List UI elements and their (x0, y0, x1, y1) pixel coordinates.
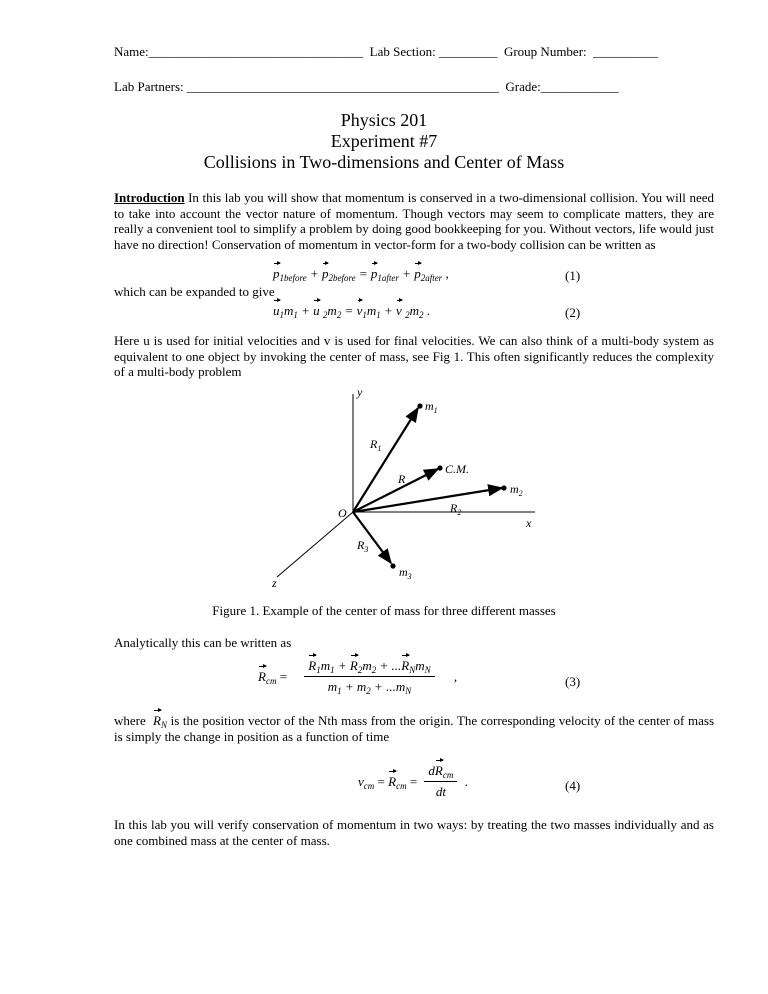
m1-dot (417, 403, 422, 408)
r-label: R (398, 472, 406, 486)
center-of-mass-figure (260, 384, 550, 594)
origin-label: O (338, 506, 347, 520)
partners-line: Lab Partners: ________________________________________________ Grade:____________ (114, 79, 619, 94)
where-paragraph: where $R_N$ is the position vector of the Nth mass from the origin. The corresponding velocity of the center of mass is simply the change in position as a function of time (114, 713, 715, 744)
analytic-text: Analytically this can be written as (114, 635, 292, 650)
equation-2-number: (2) (565, 305, 581, 320)
r1-label: $R_1$ (370, 437, 382, 453)
equation-3: $R_{cm}$ = $\frac{R_1m_1 + R_2m_2 + ...R_Nm_N}{m_1 + m_2 + ...m_N}$ , (258, 658, 458, 696)
equation-3-number: (3) (565, 674, 581, 689)
m2-label: $m_2$ (510, 482, 523, 498)
y-label: y (357, 385, 363, 399)
z-axis (277, 512, 353, 577)
equation-4-number: (4) (565, 778, 581, 793)
here-paragraph: Here u is used for initial velocities and v is used for final velocities. We can also think of a multi-body system as equivalent to one object by invoking the center of mass, see Fig 1. This often significantly reduces the complexity of a multi-body problem (114, 333, 714, 379)
equation-2: $u_1m_1 + u$ $_2m_2 = v_1m_1 + v$ $_2m_2$ . (273, 303, 430, 320)
intro-text: In this lab you will show that momentum is conserved in a two-dimensional collision. You will need to take into account the vector nature of momentum. Though vectors may seem to complicate matters, they are really a convenient tool to simplify a problem by doing good bookkeeping for you. Without vectors, life would just have no direction! Conservation of momentum in vector-form for a two-body collision can be written as (114, 190, 714, 252)
cm-dot (437, 465, 442, 470)
cm-label: C.M. (445, 462, 469, 476)
equation-1-number: (1) (565, 268, 581, 283)
course-title: Physics 201 (340, 110, 428, 130)
r2-label: $R_2$ (450, 501, 462, 517)
m3-label: $m_3$ (399, 565, 412, 581)
where-pre: where (114, 713, 146, 728)
equation-1: $p_{1before} + p_{2before} = p_{1after} + p_{2after}$ , (273, 266, 449, 283)
figure-caption: Figure 1. Example of the center of mass for three different masses (212, 603, 556, 618)
topic-title: Collisions in Two-dimensions and Center of Mass (203, 152, 565, 172)
where-post: is the position vector of the Nth mass from the origin. The corresponding velocity of the center of mass is simply the change in position as a function of time (114, 713, 715, 744)
equation-4: $v_{cm} = R_{cm}$ = $\frac{dR_{cm}}{dt}$ . (358, 763, 468, 799)
expand-text: which can be expanded to give (114, 284, 275, 299)
experiment-title: Experiment #7 (330, 131, 438, 151)
intro-heading: Introduction (114, 190, 185, 205)
x-label: x (526, 516, 532, 530)
z-label: z (272, 576, 277, 590)
m1-label: $m_1$ (425, 399, 438, 415)
r3-label: $R_3$ (357, 538, 369, 554)
name-line: Name:_________________________________ Lab Section: _________ Group Number: __________ (114, 44, 659, 59)
final-paragraph: In this lab you will verify conservation of momentum in two ways: by treating the two masses individually and as one combined mass at the center of mass. (114, 817, 714, 848)
m3-dot (390, 563, 395, 568)
m2-dot (501, 485, 506, 490)
intro-paragraph (114, 190, 714, 252)
